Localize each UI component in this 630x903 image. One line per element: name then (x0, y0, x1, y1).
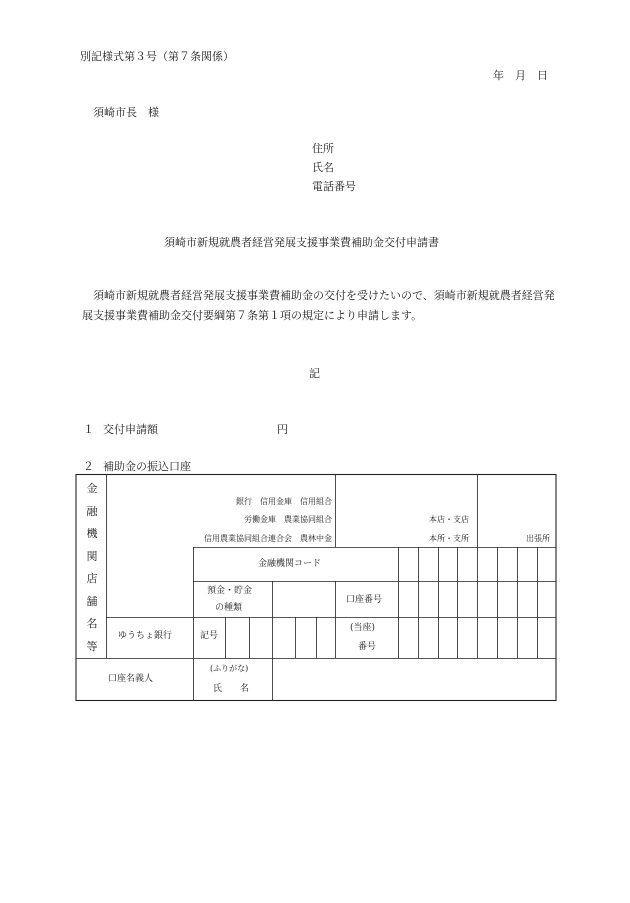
form-number: 別記様式第３号（第７条関係） (80, 50, 234, 63)
checking-label: (当座) (350, 623, 376, 633)
branch-office-label: 出張所 (526, 534, 550, 543)
deposit-type-line1: 預金・貯金 (207, 586, 253, 596)
section2-label: 補助金の振込口座 (103, 460, 191, 473)
name-label: 氏名 (312, 161, 334, 174)
section1-number: １ (83, 423, 94, 436)
body-paragraph: 須崎市新規就農者経営発展支援事業費補助金の交付を受けたいので、須崎市新規就農者経営発展支援事業費補助金交付要綱第７条第１項の規定により申請します。 (82, 289, 555, 322)
document-title: 須崎市新規就農者経営発展支援事業費補助金交付申請書 (164, 236, 439, 249)
symbol-label: 記号 (200, 631, 219, 641)
ki-heading: 記 (309, 367, 320, 380)
branch-type-line2: 本所・支所 (429, 534, 469, 543)
date-line: 年 月 日 (493, 69, 548, 82)
section1-label: 交付申請額 (103, 423, 158, 436)
yucho-bank-label: ゆうちょ銀行 (118, 631, 173, 641)
section2-number: ２ (83, 460, 94, 473)
addressee: 須崎市長 様 (93, 106, 159, 119)
holder-name-label: 氏 名 (213, 684, 250, 694)
bank-type-line1: 銀行 信用金庫 信用組合 (236, 497, 332, 506)
amount-unit: 円 (277, 423, 288, 436)
account-holder-label: 口座名義人 (108, 674, 154, 684)
checking-number-label: 番号 (358, 642, 377, 652)
branch-type-line1: 本店・支店 (429, 515, 469, 524)
furigana-label: (ふりがな) (210, 664, 249, 673)
bank-type-line3: 信用農業協同組合連合会 農林中金 (204, 534, 332, 543)
account-number-label: 口座番号 (346, 595, 383, 605)
phone-label: 電話番号 (312, 180, 356, 193)
financial-institution-vertical-label: 金 融 機 関 店 舗 名 等 (86, 482, 98, 653)
address-label: 住所 (312, 142, 334, 155)
bank-type-line2: 労働金庫 農業協同組合 (244, 515, 332, 524)
bank-code-label: 金融機関コード (258, 559, 322, 569)
deposit-type-line2: の種類 (215, 603, 243, 613)
